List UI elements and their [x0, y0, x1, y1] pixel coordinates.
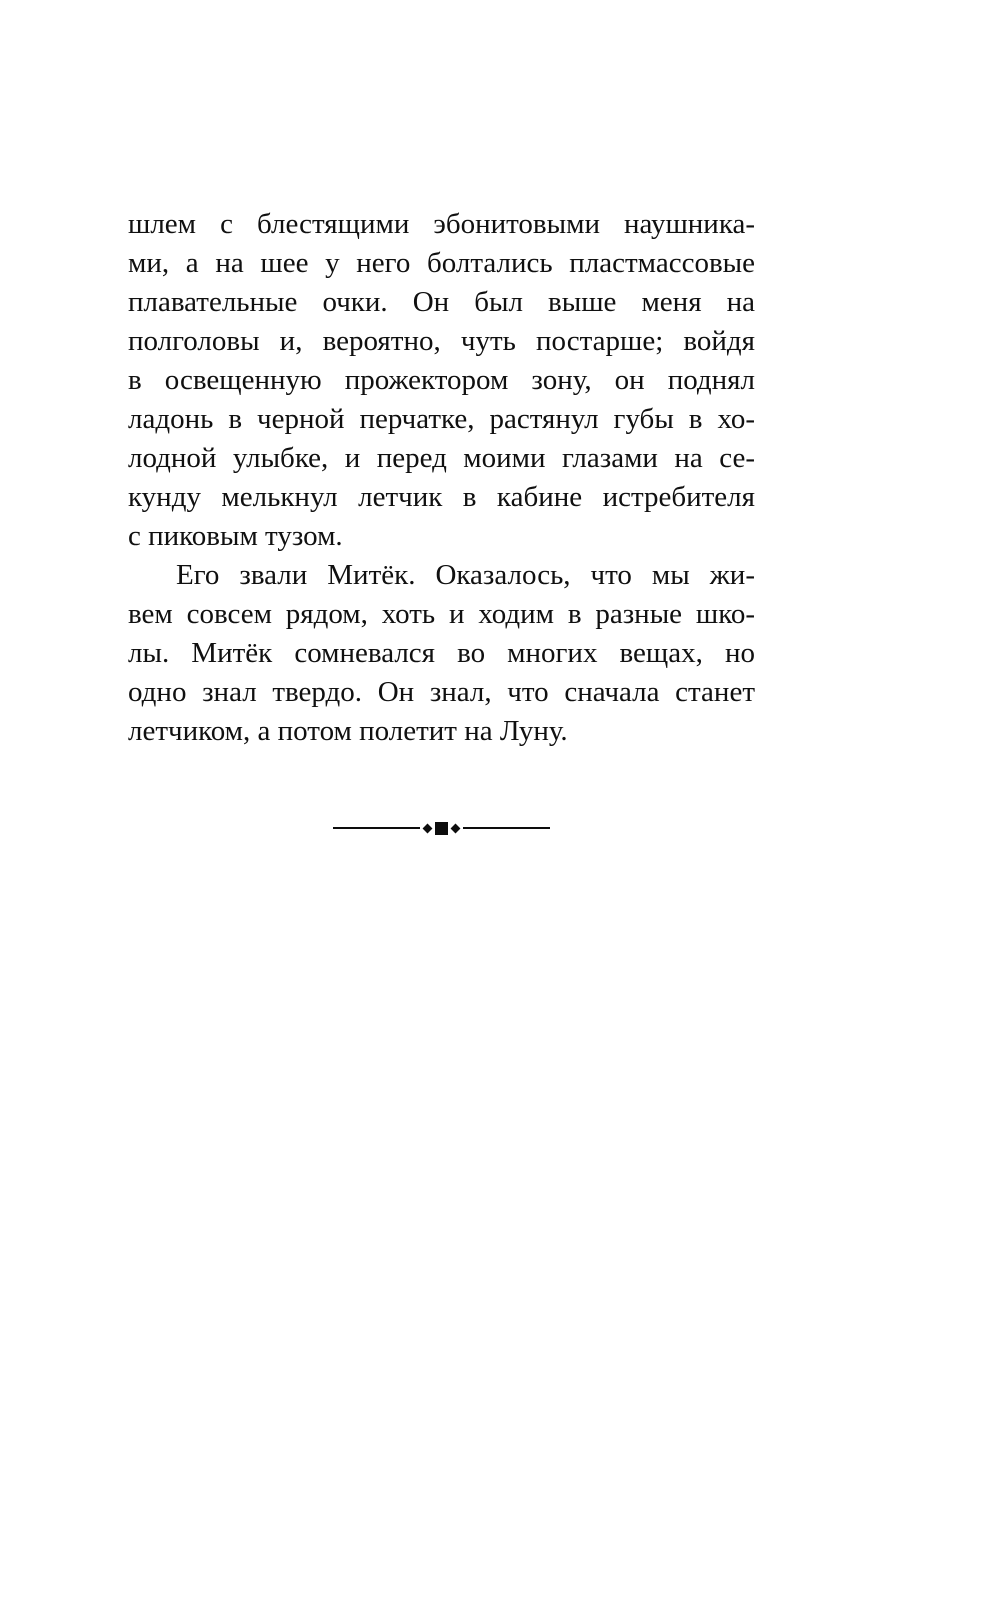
text-line paragraph-end: летчиком, а потом полетит на Луну. [128, 715, 568, 747]
text-line: лодной улыбке, и перед моими глазами на се- [128, 442, 755, 474]
divider-diamond-left-icon [423, 823, 433, 833]
text-line: полголовы и, вероятно, чуть постарше; войдя [128, 325, 755, 357]
text-line: одно знал твердо. Он знал, что сначала станет [128, 676, 755, 708]
text-line: ми, а на шее у него болтались пластмассовые [128, 247, 755, 279]
text-line paragraph-end: с пиковым тузом. [128, 520, 343, 552]
text-line: лы. Митёк сомневался во многих вещах, но [128, 637, 755, 669]
text-line: кунду мелькнул летчик в кабине истребителя [128, 481, 755, 513]
text-line paragraph-start: Его звали Митёк. Оказалось, что мы жи- [176, 559, 755, 591]
divider-rule-right-icon [463, 827, 550, 830]
text-line: ладонь в черной перчатке, растянул губы в хо- [128, 403, 755, 435]
text-line: вем совсем рядом, хоть и ходим в разные шко- [128, 598, 755, 630]
text-line: плавательные очки. Он был выше меня на [128, 286, 755, 318]
text-line: шлем с блестящими эбонитовыми наушника- [128, 208, 755, 240]
divider-square-icon [435, 822, 448, 835]
section-divider [128, 821, 755, 835]
divider-diamond-right-icon [451, 823, 461, 833]
divider-rule-left-icon [333, 827, 420, 830]
text-block [128, 205, 755, 751]
text-line: в освещенную прожектором зону, он поднял [128, 364, 755, 396]
